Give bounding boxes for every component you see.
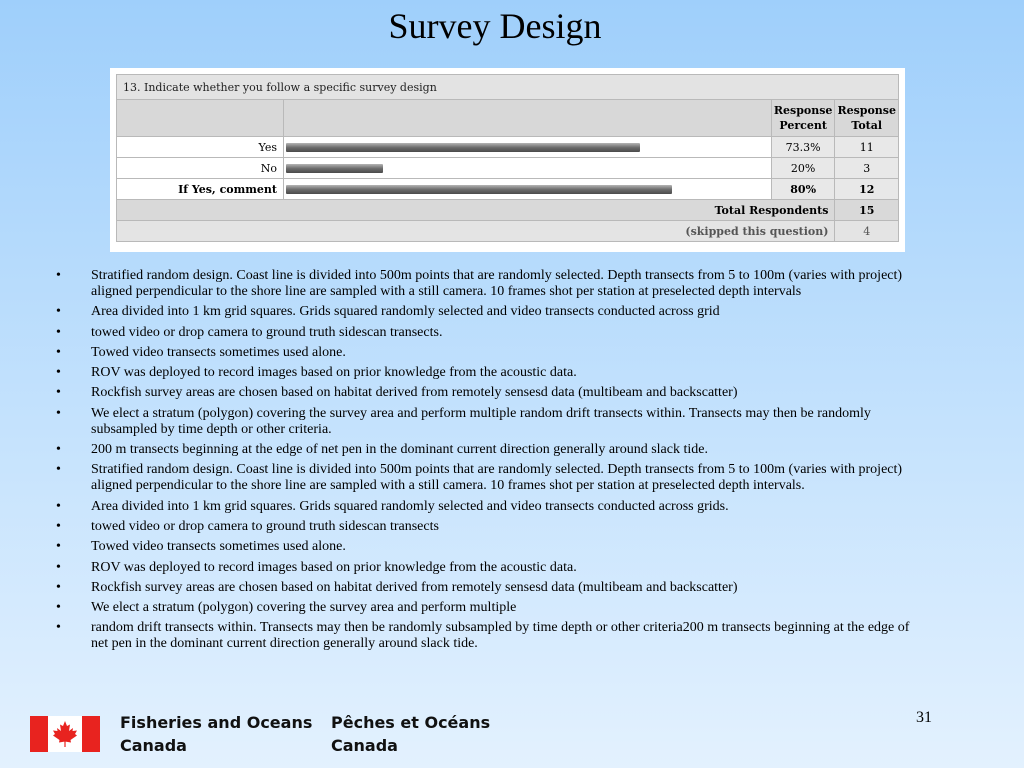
row-percent: 73.3% [771,137,835,158]
question-text: 13. Indicate whether you follow a specific survey design [117,75,899,100]
skipped-row [117,221,899,242]
question-row [117,75,899,100]
survey-table [116,74,899,242]
row-label: Yes [117,137,284,158]
list-item: • random drift transects within. Transects may then be randomly subsampled by time depth or other criteria200 m transects beginning at the edge of net pen in the dominant current direction generally around slack tide. [56,620,916,652]
total-respondents-label: Total Respondents [117,200,835,221]
skipped-label: (skipped this question) [117,221,835,242]
maple-leaf-icon [50,719,80,749]
row-total: 12 [835,179,899,200]
dfo-wordmark-french [331,711,490,757]
list-item: • Stratified random design. Coast line is divided into 500m points that are randomly selected. Depth transects from 5 to 100m (varies with project) aligned perpendicular to the shore line are sampled with a still camera. 10 frames shot per station at preselected depth intervals. [56,462,916,494]
header-blank-bar [284,100,772,137]
list-item: • We elect a stratum (polygon) covering the survey area and perform multiple random drift transects within. Transects may then be randomly subsampled by time depth or other criteria. [56,406,916,438]
list-item: • 200 m transects beginning at the edge of net pen in the dominant current direction generally around slack tide. [56,442,916,458]
skipped-value: 4 [835,221,899,242]
list-item: • Area divided into 1 km grid squares. Grids squared randomly selected and video transects conducted across grid [56,304,916,320]
response-bar [286,143,640,152]
bar-cell [284,158,772,179]
list-item: • Rockfish survey areas are chosen based on habitat derived from remotely sensesd data (multibeam and backscatter) [56,580,916,596]
wordmark-en-line1: Fisheries and Oceans [120,713,313,732]
bar-cell [284,179,772,200]
response-bar [286,164,383,173]
list-item: • towed video or drop camera to ground truth sidescan transects [56,519,916,535]
header-row [117,100,899,137]
row-total: 3 [835,158,899,179]
canada-flag-icon [30,716,100,752]
dfo-wordmark-english [120,711,312,757]
list-item: • Stratified random design. Coast line is divided into 500m points that are randomly selected. Depth transects from 5 to 100m (varies with project) aligned perpendicular to the shore line are sampled with a still camera. 10 frames shot per station at preselected depth intervals [56,268,916,300]
header-response-total: Response Total [835,100,899,137]
list-item: • towed video or drop camera to ground truth sidescan transects. [56,325,916,341]
list-item: • Towed video transects sometimes used alone. [56,539,916,555]
table-row [117,137,899,158]
header-blank-label [117,100,284,137]
table-row [117,158,899,179]
slide-title: Survey Design [388,6,602,46]
list-item: • Towed video transects sometimes used alone. [56,345,916,361]
wordmark-en-line2: Canada [120,736,187,755]
survey-results-table [110,68,905,252]
row-total: 11 [835,137,899,158]
page-number: 31 [916,709,932,726]
list-item: • ROV was deployed to record images based on prior knowledge from the acoustic data. [56,560,916,576]
row-label: If Yes, comment [117,179,284,200]
total-respondents-value: 15 [835,200,899,221]
row-percent: 80% [771,179,835,200]
list-item: • We elect a stratum (polygon) covering the survey area and perform multiple [56,600,916,616]
row-percent: 20% [771,158,835,179]
list-item: • Rockfish survey areas are chosen based on habitat derived from remotely sensesd data (multibeam and backscatter) [56,385,916,401]
table-row [117,179,899,200]
response-bar [286,185,672,194]
header-response-percent: Response Percent [771,100,835,137]
list-item: • Area divided into 1 km grid squares. Grids squared randomly selected and video transects conducted across grids. [56,499,916,515]
wordmark-fr-line2: Canada [331,736,398,755]
total-respondents-row [117,200,899,221]
list-item: • ROV was deployed to record images based on prior knowledge from the acoustic data. [56,365,916,381]
response-comments-list [56,268,916,657]
wordmark-fr-line1: Pêches et Océans [331,713,491,732]
row-label: No [117,158,284,179]
bar-cell [284,137,772,158]
